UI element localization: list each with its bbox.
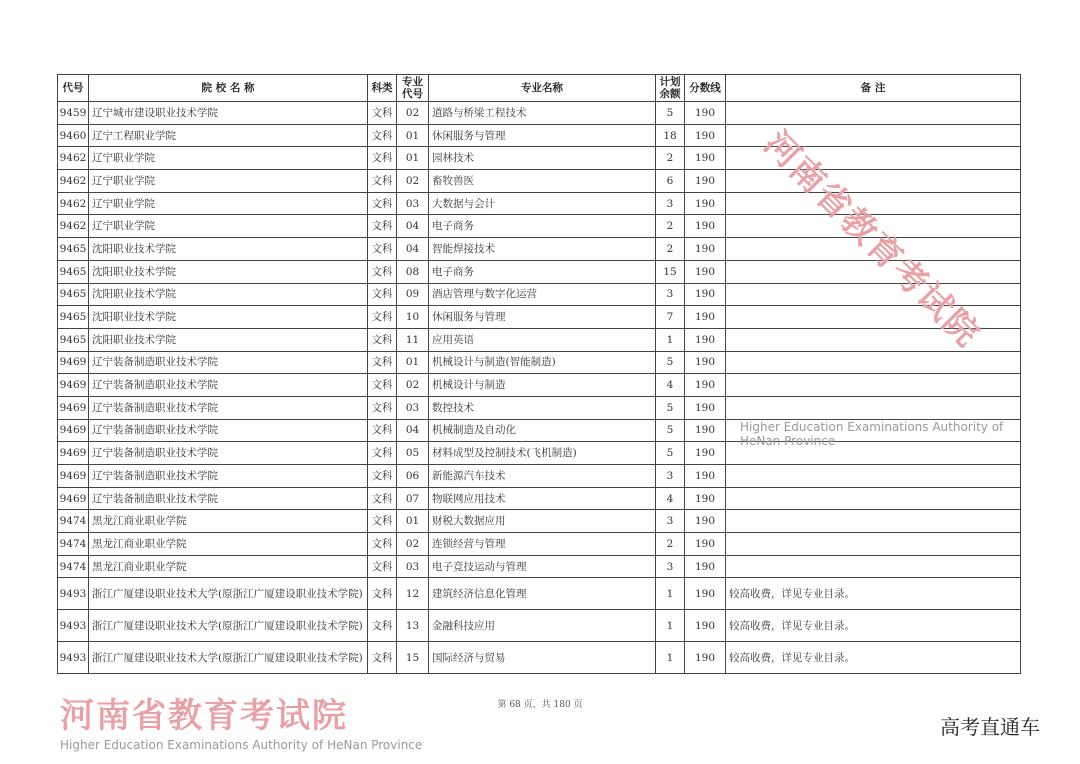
header-school: 院 校 名 称 bbox=[89, 75, 368, 102]
row-score: 190 bbox=[685, 610, 726, 642]
header-code: 代号 bbox=[58, 75, 89, 102]
row-remaining: 2 bbox=[656, 215, 685, 238]
row-category: 文科 bbox=[368, 578, 397, 610]
row-score: 190 bbox=[685, 124, 726, 147]
row-remarks bbox=[726, 283, 1021, 306]
row-remaining: 4 bbox=[656, 487, 685, 510]
table-row bbox=[58, 192, 1021, 215]
row-school: 浙江广厦建设职业技术大学(原浙江广厦建设职业技术学院) bbox=[89, 578, 368, 610]
watermark-left: 河南省教育考试院 bbox=[60, 696, 348, 736]
row-school: 沈阳职业技术学院 bbox=[89, 260, 368, 283]
row-remaining: 3 bbox=[656, 192, 685, 215]
row-category: 文科 bbox=[368, 419, 397, 442]
row-major-name: 应用英语 bbox=[429, 328, 656, 351]
row-remaining: 2 bbox=[656, 238, 685, 261]
row-major-name: 休闲服务与管理 bbox=[429, 306, 656, 329]
row-code: 9465 bbox=[58, 260, 89, 283]
row-remaining: 2 bbox=[656, 147, 685, 170]
row-school: 辽宁装备制造职业技术学院 bbox=[89, 374, 368, 397]
row-remarks bbox=[726, 170, 1021, 193]
row-category: 文科 bbox=[368, 306, 397, 329]
row-major-name: 国际经济与贸易 bbox=[429, 642, 656, 674]
table-row bbox=[58, 215, 1021, 238]
row-code: 9462 bbox=[58, 147, 89, 170]
row-school: 辽宁职业学院 bbox=[89, 192, 368, 215]
table-row bbox=[58, 510, 1021, 533]
row-code: 9469 bbox=[58, 487, 89, 510]
row-remarks bbox=[726, 419, 1021, 442]
row-remaining: 18 bbox=[656, 124, 685, 147]
row-major-code: 03 bbox=[397, 555, 429, 578]
row-code: 9469 bbox=[58, 396, 89, 419]
table-row bbox=[58, 124, 1021, 147]
row-code: 9493 bbox=[58, 578, 89, 610]
row-remarks bbox=[726, 147, 1021, 170]
row-category: 文科 bbox=[368, 442, 397, 465]
row-code: 9462 bbox=[58, 192, 89, 215]
watermark-left-en: Higher Education Examinations Authority of HeNan Province bbox=[60, 738, 423, 752]
row-major-name: 电子商务 bbox=[429, 215, 656, 238]
row-school: 辽宁装备制造职业技术学院 bbox=[89, 351, 368, 374]
row-remaining: 3 bbox=[656, 465, 685, 488]
row-major-name: 机械设计与制造(智能制造) bbox=[429, 351, 656, 374]
row-code: 9474 bbox=[58, 555, 89, 578]
row-code: 9474 bbox=[58, 510, 89, 533]
row-major-name: 材料成型及控制技术(飞机制造) bbox=[429, 442, 656, 465]
header-major-name: 专业名称 bbox=[429, 75, 656, 102]
table-row bbox=[58, 578, 1021, 610]
row-category: 文科 bbox=[368, 147, 397, 170]
row-remarks: 较高收费，详见专业目录。 bbox=[726, 642, 1021, 674]
row-remarks: 较高收费，详见专业目录。 bbox=[726, 578, 1021, 610]
row-school: 沈阳职业技术学院 bbox=[89, 328, 368, 351]
table-row bbox=[58, 283, 1021, 306]
row-code: 9465 bbox=[58, 306, 89, 329]
row-major-code: 01 bbox=[397, 147, 429, 170]
row-major-code: 01 bbox=[397, 510, 429, 533]
row-school: 辽宁职业学院 bbox=[89, 215, 368, 238]
row-major-name: 财税大数据应用 bbox=[429, 510, 656, 533]
row-major-name: 金融科技应用 bbox=[429, 610, 656, 642]
row-major-name: 物联网应用技术 bbox=[429, 487, 656, 510]
row-school: 辽宁职业学院 bbox=[89, 147, 368, 170]
row-school: 浙江广厦建设职业技术大学(原浙江广厦建设职业技术学院) bbox=[89, 610, 368, 642]
row-category: 文科 bbox=[368, 396, 397, 419]
row-major-name: 建筑经济信息化管理 bbox=[429, 578, 656, 610]
row-remarks bbox=[726, 328, 1021, 351]
row-category: 文科 bbox=[368, 610, 397, 642]
row-major-name: 畜牧兽医 bbox=[429, 170, 656, 193]
row-code: 9465 bbox=[58, 238, 89, 261]
header-score: 分数线 bbox=[685, 75, 726, 102]
row-major-code: 01 bbox=[397, 351, 429, 374]
admission-table bbox=[57, 74, 1021, 674]
row-school: 沈阳职业技术学院 bbox=[89, 283, 368, 306]
row-remarks bbox=[726, 374, 1021, 397]
row-category: 文科 bbox=[368, 351, 397, 374]
row-remarks bbox=[726, 238, 1021, 261]
row-code: 9474 bbox=[58, 533, 89, 556]
row-remaining: 15 bbox=[656, 260, 685, 283]
row-major-name: 智能焊接技术 bbox=[429, 238, 656, 261]
row-category: 文科 bbox=[368, 555, 397, 578]
row-code: 9462 bbox=[58, 170, 89, 193]
row-major-name: 电子商务 bbox=[429, 260, 656, 283]
row-code: 9465 bbox=[58, 283, 89, 306]
row-code: 9469 bbox=[58, 374, 89, 397]
table-row bbox=[58, 465, 1021, 488]
row-remaining: 5 bbox=[656, 442, 685, 465]
row-major-name: 数控技术 bbox=[429, 396, 656, 419]
row-major-code: 04 bbox=[397, 238, 429, 261]
row-code: 9469 bbox=[58, 419, 89, 442]
row-major-name: 酒店管理与数字化运营 bbox=[429, 283, 656, 306]
row-score: 190 bbox=[685, 510, 726, 533]
row-score: 190 bbox=[685, 374, 726, 397]
table-row bbox=[58, 102, 1021, 125]
row-major-name: 机械设计与制造 bbox=[429, 374, 656, 397]
row-school: 辽宁装备制造职业技术学院 bbox=[89, 442, 368, 465]
row-category: 文科 bbox=[368, 510, 397, 533]
row-category: 文科 bbox=[368, 328, 397, 351]
row-score: 190 bbox=[685, 555, 726, 578]
row-major-name: 大数据与会计 bbox=[429, 192, 656, 215]
row-school: 辽宁职业学院 bbox=[89, 170, 368, 193]
row-major-code: 09 bbox=[397, 283, 429, 306]
row-score: 190 bbox=[685, 306, 726, 329]
row-school: 辽宁装备制造职业技术学院 bbox=[89, 419, 368, 442]
row-remaining: 7 bbox=[656, 306, 685, 329]
row-category: 文科 bbox=[368, 283, 397, 306]
table-row bbox=[58, 147, 1021, 170]
watermark-right: 河南省教育考试院 bbox=[756, 123, 988, 356]
row-remarks bbox=[726, 555, 1021, 578]
table-row bbox=[58, 642, 1021, 674]
row-score: 190 bbox=[685, 147, 726, 170]
row-school: 黑龙江商业职业学院 bbox=[89, 555, 368, 578]
row-category: 文科 bbox=[368, 374, 397, 397]
table-row bbox=[58, 260, 1021, 283]
row-score: 190 bbox=[685, 396, 726, 419]
row-major-code: 04 bbox=[397, 215, 429, 238]
page-number: 第 68 页，共 180 页 bbox=[497, 700, 583, 710]
row-major-name: 休闲服务与管理 bbox=[429, 124, 656, 147]
row-major-code: 07 bbox=[397, 487, 429, 510]
row-category: 文科 bbox=[368, 170, 397, 193]
brand-label: 高考直通车 bbox=[940, 715, 1040, 739]
row-school: 辽宁装备制造职业技术学院 bbox=[89, 465, 368, 488]
row-school: 浙江广厦建设职业技术大学(原浙江广厦建设职业技术学院) bbox=[89, 642, 368, 674]
row-school: 沈阳职业技术学院 bbox=[89, 306, 368, 329]
row-remaining: 2 bbox=[656, 533, 685, 556]
row-remarks bbox=[726, 510, 1021, 533]
row-score: 190 bbox=[685, 419, 726, 442]
row-code: 9493 bbox=[58, 610, 89, 642]
table-header bbox=[58, 75, 1021, 102]
row-score: 190 bbox=[685, 102, 726, 125]
table-row bbox=[58, 442, 1021, 465]
row-remaining: 5 bbox=[656, 419, 685, 442]
row-score: 190 bbox=[685, 328, 726, 351]
table-row bbox=[58, 328, 1021, 351]
row-category: 文科 bbox=[368, 192, 397, 215]
row-score: 190 bbox=[685, 215, 726, 238]
table-row bbox=[58, 487, 1021, 510]
row-remaining: 4 bbox=[656, 374, 685, 397]
row-score: 190 bbox=[685, 283, 726, 306]
table-row bbox=[58, 610, 1021, 642]
row-code: 9469 bbox=[58, 351, 89, 374]
row-remaining: 5 bbox=[656, 102, 685, 125]
row-score: 190 bbox=[685, 487, 726, 510]
row-remarks bbox=[726, 465, 1021, 488]
row-remaining: 6 bbox=[656, 170, 685, 193]
row-major-code: 05 bbox=[397, 442, 429, 465]
row-remarks bbox=[726, 533, 1021, 556]
row-major-code: 08 bbox=[397, 260, 429, 283]
row-score: 190 bbox=[685, 260, 726, 283]
row-score: 190 bbox=[685, 642, 726, 674]
row-school: 黑龙江商业职业学院 bbox=[89, 510, 368, 533]
row-remarks bbox=[726, 124, 1021, 147]
row-school: 辽宁工程职业学院 bbox=[89, 124, 368, 147]
row-school: 沈阳职业技术学院 bbox=[89, 238, 368, 261]
header-major-code: 专业代号 bbox=[397, 75, 429, 102]
row-score: 190 bbox=[685, 192, 726, 215]
table-row bbox=[58, 396, 1021, 419]
row-remaining: 5 bbox=[656, 396, 685, 419]
row-category: 文科 bbox=[368, 465, 397, 488]
row-score: 190 bbox=[685, 351, 726, 374]
row-score: 190 bbox=[685, 238, 726, 261]
row-major-name: 连锁经营与管理 bbox=[429, 533, 656, 556]
header-remarks: 备 注 bbox=[726, 75, 1021, 102]
row-major-code: 01 bbox=[397, 124, 429, 147]
row-remarks bbox=[726, 215, 1021, 238]
table-row bbox=[58, 306, 1021, 329]
row-remaining: 1 bbox=[656, 328, 685, 351]
row-remarks: 较高收费，详见专业目录。 bbox=[726, 610, 1021, 642]
row-remaining: 1 bbox=[656, 610, 685, 642]
row-major-name: 机械制造及自动化 bbox=[429, 419, 656, 442]
row-remaining: 1 bbox=[656, 642, 685, 674]
row-category: 文科 bbox=[368, 124, 397, 147]
row-remarks bbox=[726, 396, 1021, 419]
row-school: 辽宁城市建设职业技术学院 bbox=[89, 102, 368, 125]
row-category: 文科 bbox=[368, 642, 397, 674]
row-score: 190 bbox=[685, 442, 726, 465]
row-school: 辽宁装备制造职业技术学院 bbox=[89, 487, 368, 510]
row-major-name: 电子竞技运动与管理 bbox=[429, 555, 656, 578]
row-code: 9462 bbox=[58, 215, 89, 238]
table-row bbox=[58, 374, 1021, 397]
row-major-code: 11 bbox=[397, 328, 429, 351]
row-remarks bbox=[726, 442, 1021, 465]
row-score: 190 bbox=[685, 578, 726, 610]
row-remarks bbox=[726, 260, 1021, 283]
row-remarks bbox=[726, 192, 1021, 215]
row-code: 9493 bbox=[58, 642, 89, 674]
row-major-code: 02 bbox=[397, 170, 429, 193]
row-score: 190 bbox=[685, 465, 726, 488]
row-score: 190 bbox=[685, 533, 726, 556]
row-remaining: 3 bbox=[656, 510, 685, 533]
row-remaining: 5 bbox=[656, 351, 685, 374]
row-major-code: 03 bbox=[397, 396, 429, 419]
row-major-code: 10 bbox=[397, 306, 429, 329]
table-row bbox=[58, 238, 1021, 261]
table-row bbox=[58, 419, 1021, 442]
row-category: 文科 bbox=[368, 215, 397, 238]
row-remarks bbox=[726, 102, 1021, 125]
row-major-code: 15 bbox=[397, 642, 429, 674]
row-major-code: 03 bbox=[397, 192, 429, 215]
row-category: 文科 bbox=[368, 238, 397, 261]
row-code: 9469 bbox=[58, 465, 89, 488]
row-remaining: 3 bbox=[656, 283, 685, 306]
table-row bbox=[58, 351, 1021, 374]
row-remarks bbox=[726, 351, 1021, 374]
row-remarks bbox=[726, 487, 1021, 510]
row-major-name: 园林技术 bbox=[429, 147, 656, 170]
row-code: 9465 bbox=[58, 328, 89, 351]
table-row bbox=[58, 533, 1021, 556]
row-major-code: 02 bbox=[397, 102, 429, 125]
row-school: 辽宁装备制造职业技术学院 bbox=[89, 396, 368, 419]
row-remaining: 3 bbox=[656, 555, 685, 578]
row-category: 文科 bbox=[368, 102, 397, 125]
row-code: 9459 bbox=[58, 102, 89, 125]
row-score: 190 bbox=[685, 170, 726, 193]
row-major-code: 13 bbox=[397, 610, 429, 642]
table-row bbox=[58, 170, 1021, 193]
row-category: 文科 bbox=[368, 260, 397, 283]
row-code: 9460 bbox=[58, 124, 89, 147]
row-major-name: 道路与桥梁工程技术 bbox=[429, 102, 656, 125]
row-major-name: 新能源汽车技术 bbox=[429, 465, 656, 488]
header-category: 科类 bbox=[368, 75, 397, 102]
row-category: 文科 bbox=[368, 487, 397, 510]
row-school: 黑龙江商业职业学院 bbox=[89, 533, 368, 556]
row-major-code: 04 bbox=[397, 419, 429, 442]
row-major-code: 02 bbox=[397, 533, 429, 556]
row-remarks bbox=[726, 306, 1021, 329]
watermark-right-en: Higher Education Examinations Authority of HeNan Province bbox=[740, 420, 1004, 448]
row-major-code: 12 bbox=[397, 578, 429, 610]
row-code: 9469 bbox=[58, 442, 89, 465]
row-major-code: 02 bbox=[397, 374, 429, 397]
header-remaining: 计划余额 bbox=[656, 75, 685, 102]
table-row bbox=[58, 555, 1021, 578]
row-category: 文科 bbox=[368, 533, 397, 556]
row-remaining: 1 bbox=[656, 578, 685, 610]
row-major-code: 06 bbox=[397, 465, 429, 488]
